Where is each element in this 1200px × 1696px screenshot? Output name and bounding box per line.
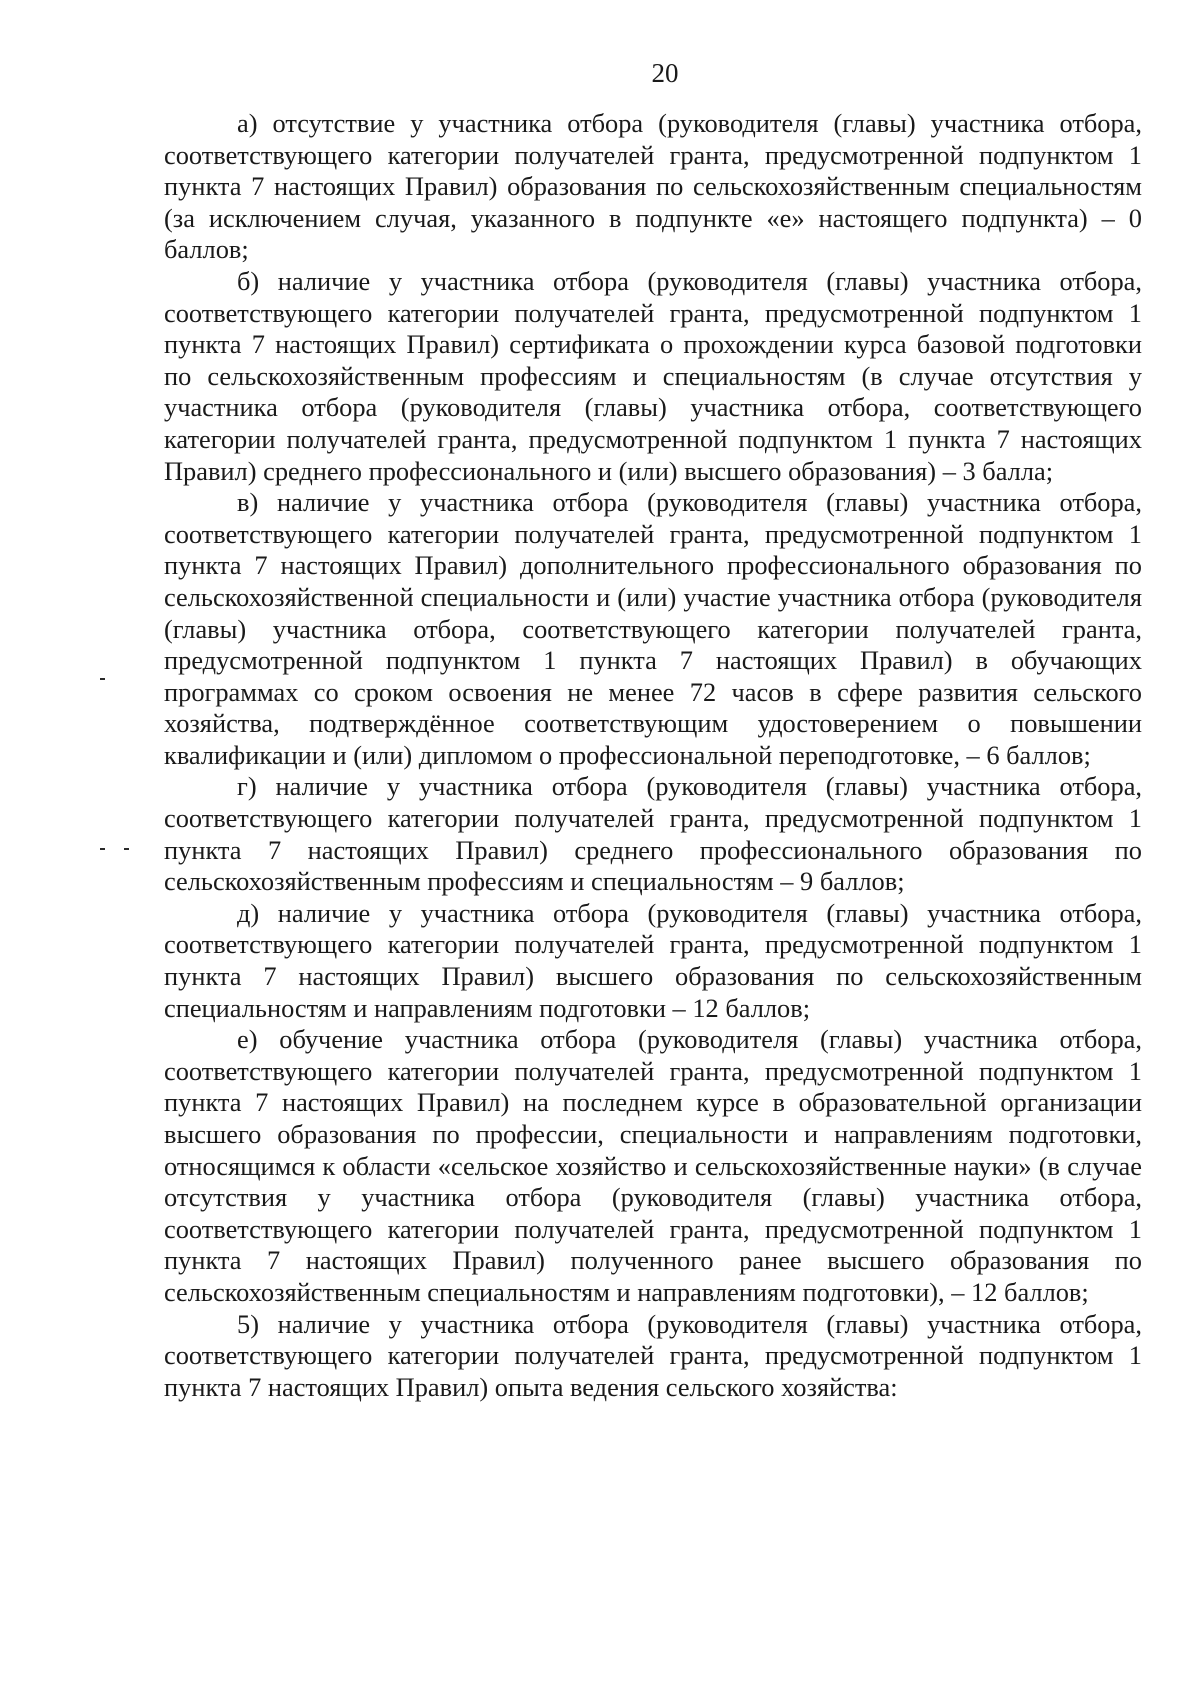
paragraph-v: в) наличие у участника отбора (руководителя (главы) участника отбора, соответствующего категории получателей гранта, предусмотренной подпунктом 1 пункта 7 настоящих Правил) дополнительного профессионального образования по сельскохозяйственной специальности и (или) участие участника отбора (руководителя (главы) участника отбора, соответствующего категории получателей гранта, предусмотренной подпунктом 1 пункта 7 настоящих Правил) в обучающих программах со сроком освоения не менее 72 часов в сфере развития сельского хозяйства, подтверждённое соответствующим удостоверением о повышении квалификации и (или) дипломом о профессиональной переподготовке, – 6 баллов;	[164, 487, 1142, 770]
paragraph-g: г) наличие у участника отбора (руководителя (главы) участника отбора, соответствующего категории получателей гранта, предусмотренной подпунктом 1 пункта 7 настоящих Правил) среднего профессионального образования по сельскохозяйственным профессиям и специальностям – 9 баллов;	[164, 771, 1142, 897]
paragraph-e: е) обучение участника отбора (руководителя (главы) участника отбора, соответствующего категории получателей гранта, предусмотренной подпунктом 1 пункта 7 настоящих Правил) на последнем курсе в образовательной организации высшего образования по профессии, специальности и направлениям подготовки, относящимся к области «сельское хозяйство и сельскохозяйственные науки» (в случае отсутствия у участника отбора (руководителя (главы) участника отбора, соответствующего категории получателей гранта, предусмотренной подпунктом 1 пункта 7 настоящих Правил) полученного ранее высшего образования по сельскохозяйственным специальностям и направлениям подготовки), – 12 баллов;	[164, 1024, 1142, 1307]
margin-mark	[100, 678, 105, 680]
margin-mark	[124, 848, 129, 850]
paragraph-d: д) наличие у участника отбора (руководителя (главы) участника отбора, соответствующего категории получателей гранта, предусмотренной подпунктом 1 пункта 7 настоящих Правил) высшего образования по сельскохозяйственным специальностям и направлениям подготовки – 12 баллов;	[164, 897, 1142, 1023]
page-number: 20	[651, 58, 679, 88]
margin-mark	[100, 848, 105, 850]
paragraph-a: а) отсутствие у участника отбора (руководителя (главы) участника отбора, соответствующего категории получателей гранта, предусмотренной подпунктом 1 пункта 7 настоящих Правил) образования по сельскохозяйственным специальностям (за исключением случая, указанного в подпункте «е» настоящего подпункта) – 0 баллов;	[164, 108, 1142, 265]
document-body	[164, 108, 1142, 1403]
paragraph-5: 5) наличие у участника отбора (руководителя (главы) участника отбора, соответствующего категории получателей гранта, предусмотренной подпунктом 1 пункта 7 настоящих Правил) опыта ведения сельского хозяйства:	[164, 1308, 1142, 1402]
paragraph-b: б) наличие у участника отбора (руководителя (главы) участника отбора, соответствующего категории получателей гранта, предусмотренной подпунктом 1 пункта 7 настоящих Правил) сертификата о прохождении курса базовой подготовки по сельскохозяйственным профессиям и специальностям (в случае отсутствия у участника отбора (руководителя (главы) участника отбора, соответствующего категории получателей гранта, предусмотренной подпунктом 1 пункта 7 настоящих Правил) среднего профессионального и (или) высшего образования) – 3 балла;	[164, 265, 1142, 486]
